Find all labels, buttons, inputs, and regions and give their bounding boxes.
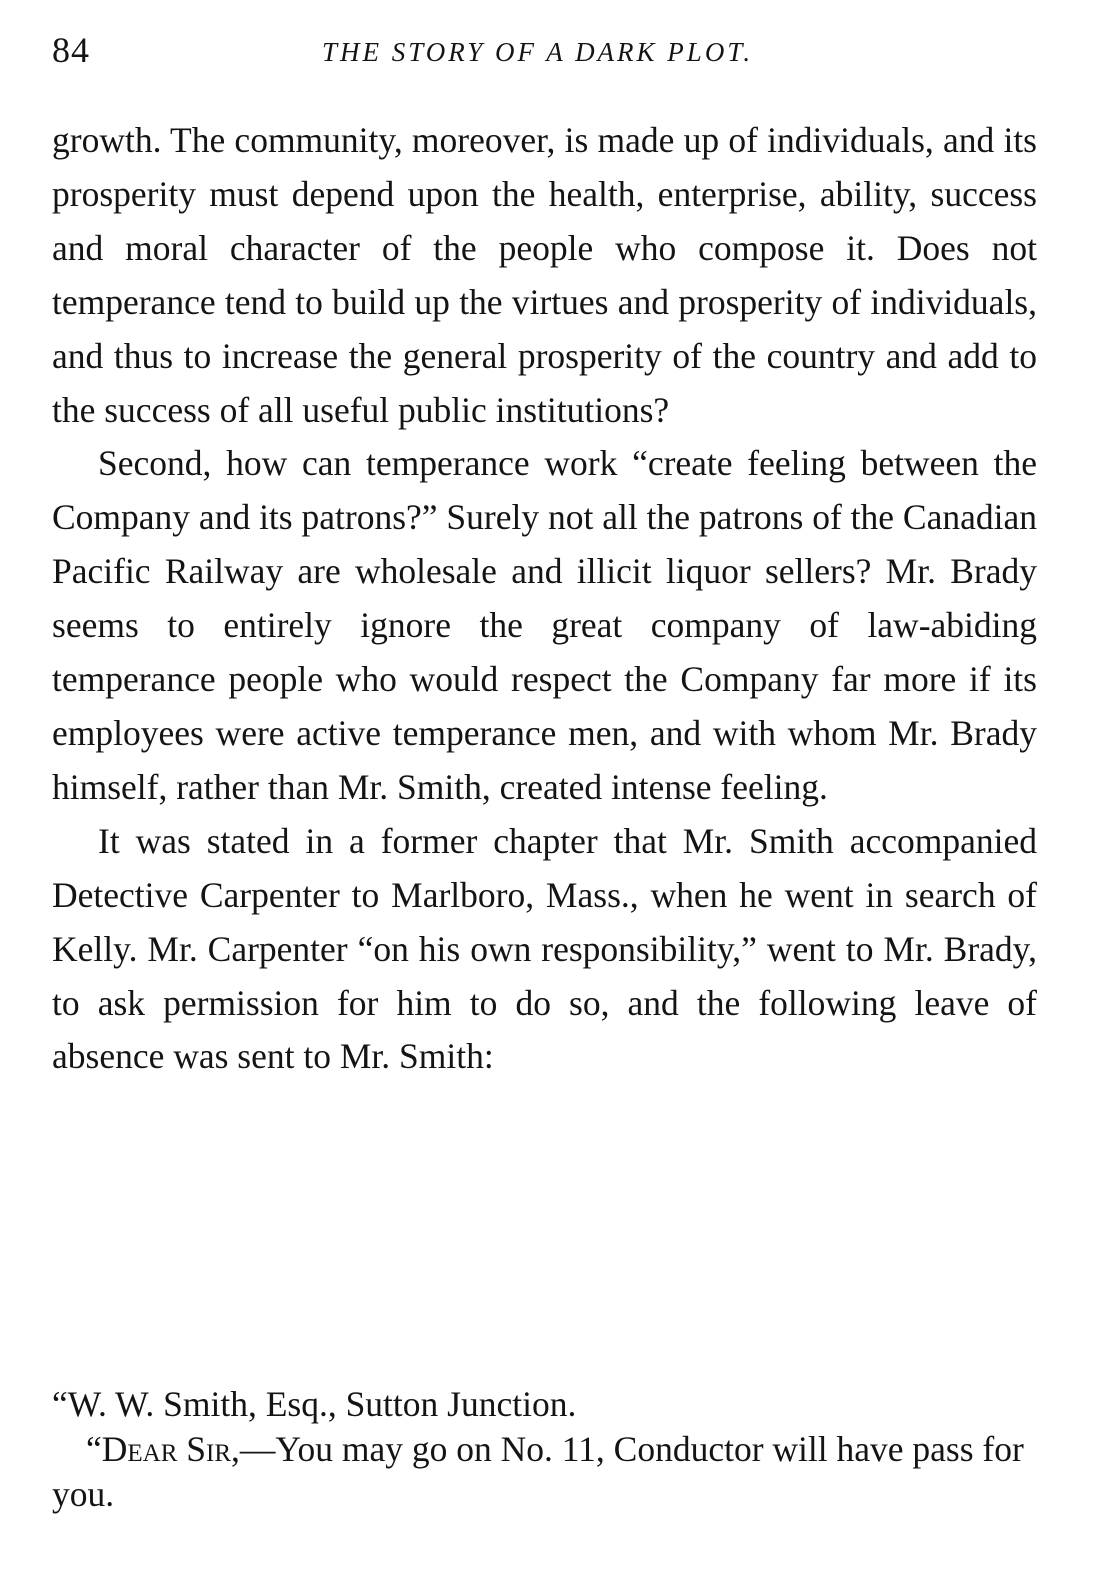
paragraph-second: Second, how can temperance work “create feeling between the Company and its patrons?” Surely not all the patrons of the Canadian Pacific Railway are wholesale and illicit liquor sellers? Mr. Brady seems to entirely ignore the great company of law-abiding temperance people who would respect the Company far more if its employees were active temperance men, and with whom Mr. Brady himself, rather than Mr. Smith, created intense feeling. bbox=[52, 443, 1037, 807]
letter-salutation: Dear Sir bbox=[101, 1429, 232, 1469]
letter-message: ,—You may go on No. 11, Conductor will have pass for you. bbox=[52, 1429, 1024, 1514]
paragraph-continuation: growth. The community, moreover, is made up of individuals, and its prosperity must depend upon the health, enterprise, ability, success and moral character of the people who compose it. Does not temperance tend to build up the virtues and prosperity of individuals, and thus to increase the general prosperity of the country and add to the success of all useful public institutions? bbox=[52, 120, 1037, 430]
page-header bbox=[52, 28, 1042, 78]
body-text bbox=[52, 114, 1037, 1084]
page-number: 84 bbox=[52, 30, 90, 70]
paragraph-third: It was stated in a former chapter that Mr. Smith accompanied Detective Carpenter to Marlboro, Mass., when he went in search of Kelly. Mr. Carpenter “on his own responsibility,” went to Mr. Brady, to ask permission for him to do so, and the following leave of absence was sent to Mr. Smith: bbox=[52, 820, 1037, 1077]
letter-address: “W. W. Smith, Esq., Sutton Junction. bbox=[52, 1384, 577, 1424]
running-title: THE STORY OF A DARK PLOT. bbox=[322, 37, 754, 67]
quoted-letter bbox=[52, 1382, 1037, 1517]
letter-body bbox=[52, 1427, 1037, 1517]
letter-open-quote: “ bbox=[86, 1429, 102, 1469]
